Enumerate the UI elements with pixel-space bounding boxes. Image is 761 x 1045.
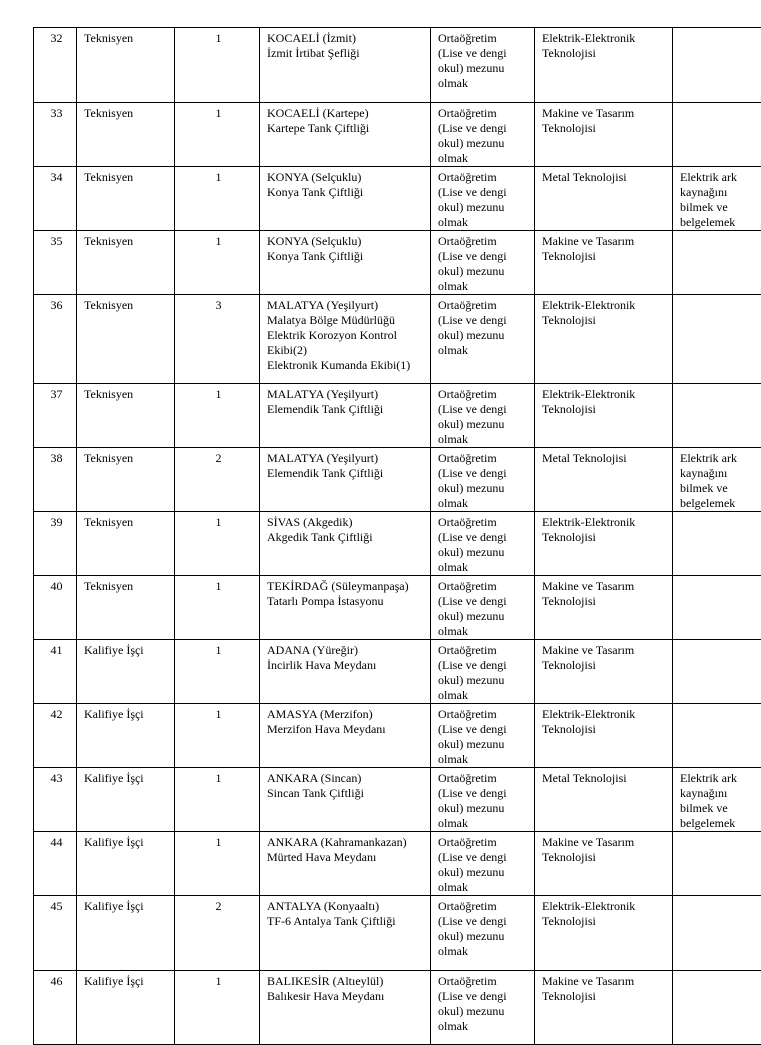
quantity-cell: [175, 704, 260, 768]
row-number-cell: [34, 448, 77, 512]
cell-line: Teknolojisi: [542, 530, 668, 545]
location-cell: [260, 640, 431, 704]
table-row: [34, 768, 761, 832]
department-cell: [535, 295, 673, 384]
cell-line: (Lise ve dengi: [438, 850, 530, 865]
cell-line: olmak: [438, 880, 530, 895]
cell-line: MALATYA (Yeşilyurt): [267, 298, 426, 313]
cell-text: Kalifiye İşçi: [84, 771, 144, 785]
table-row: [34, 384, 761, 448]
cell-line: okul) mezunu: [438, 929, 530, 944]
position-title-cell: [77, 576, 175, 640]
quantity-cell: [175, 384, 260, 448]
table-row: [34, 971, 761, 1045]
location-cell: [260, 167, 431, 231]
education-cell: [431, 28, 535, 103]
cell-line: olmak: [438, 279, 530, 294]
cell-line: Ortaöğretim: [438, 451, 530, 466]
cell-line: Makine ve Tasarım: [542, 106, 668, 121]
quantity-cell: [175, 832, 260, 896]
position-title-cell: [77, 896, 175, 971]
row-number-cell: [34, 704, 77, 768]
cell-line: Makine ve Tasarım: [542, 974, 668, 989]
cell-line: Ortaöğretim: [438, 643, 530, 658]
cell-line: bilmek ve: [680, 801, 761, 816]
position-title-cell: [77, 640, 175, 704]
row-number-cell: [34, 832, 77, 896]
cell-text: Teknisyen: [84, 579, 133, 593]
cell-text: 32: [51, 31, 63, 45]
cell-text: 1: [216, 643, 222, 657]
cell-line: olmak: [438, 151, 530, 166]
cell-line: Elemendik Tank Çiftliği: [267, 402, 426, 417]
position-title-cell: [77, 832, 175, 896]
cell-line: okul) mezunu: [438, 136, 530, 151]
cell-text: Kalifiye İşçi: [84, 707, 144, 721]
other-requirements-cell: [673, 832, 761, 896]
location-cell: [260, 231, 431, 295]
cell-line: SİVAS (Akgedik): [267, 515, 426, 530]
cell-line: Metal Teknolojisi: [542, 170, 668, 185]
table-row: [34, 896, 761, 971]
department-cell: [535, 832, 673, 896]
location-cell: [260, 28, 431, 103]
cell-line: Konya Tank Çiftliği: [267, 185, 426, 200]
other-requirements-cell: [673, 448, 761, 512]
cell-line: Konya Tank Çiftliği: [267, 249, 426, 264]
cell-line: okul) mezunu: [438, 673, 530, 688]
cell-line: (Lise ve dengi: [438, 594, 530, 609]
cell-text: Kalifiye İşçi: [84, 835, 144, 849]
cell-line: Akgedik Tank Çiftliği: [267, 530, 426, 545]
cell-text: 39: [51, 515, 63, 529]
education-cell: [431, 768, 535, 832]
cell-line: Teknolojisi: [542, 658, 668, 673]
other-requirements-cell: [673, 103, 761, 167]
cell-text: 1: [216, 31, 222, 45]
cell-line: Teknolojisi: [542, 46, 668, 61]
cell-text: 36: [51, 298, 63, 312]
cell-text: Teknisyen: [84, 298, 133, 312]
education-cell: [431, 832, 535, 896]
cell-line: olmak: [438, 496, 530, 511]
position-title-cell: [77, 295, 175, 384]
other-requirements-cell: [673, 576, 761, 640]
cell-text: Teknisyen: [84, 451, 133, 465]
cell-line: okul) mezunu: [438, 328, 530, 343]
cell-text: 46: [51, 974, 63, 988]
department-cell: [535, 448, 673, 512]
cell-text: Teknisyen: [84, 106, 133, 120]
cell-text: 41: [51, 643, 63, 657]
other-requirements-cell: [673, 704, 761, 768]
position-title-cell: [77, 768, 175, 832]
location-cell: [260, 832, 431, 896]
cell-line: olmak: [438, 816, 530, 831]
other-requirements-cell: [673, 231, 761, 295]
cell-line: olmak: [438, 76, 530, 91]
cell-line: Ortaöğretim: [438, 31, 530, 46]
row-number-cell: [34, 295, 77, 384]
cell-line: Teknolojisi: [542, 850, 668, 865]
other-requirements-cell: [673, 28, 761, 103]
position-title-cell: [77, 231, 175, 295]
cell-line: Makine ve Tasarım: [542, 835, 668, 850]
cell-line: kaynağını: [680, 185, 761, 200]
cell-text: 44: [51, 835, 63, 849]
cell-line: okul) mezunu: [438, 481, 530, 496]
cell-text: 1: [216, 106, 222, 120]
quantity-cell: [175, 28, 260, 103]
department-cell: [535, 512, 673, 576]
cell-line: okul) mezunu: [438, 200, 530, 215]
quantity-cell: [175, 103, 260, 167]
cell-line: okul) mezunu: [438, 1004, 530, 1019]
cell-line: belgelemek: [680, 215, 761, 230]
cell-text: Teknisyen: [84, 31, 133, 45]
cell-line: ANKARA (Kahramankazan): [267, 835, 426, 850]
row-number-cell: [34, 896, 77, 971]
row-number-cell: [34, 576, 77, 640]
location-cell: [260, 704, 431, 768]
table-row: [34, 167, 761, 231]
cell-line: Elektrik-Elektronik: [542, 298, 668, 313]
cell-line: (Lise ve dengi: [438, 249, 530, 264]
quantity-cell: [175, 971, 260, 1045]
cell-line: olmak: [438, 1019, 530, 1034]
cell-text: 35: [51, 234, 63, 248]
education-cell: [431, 103, 535, 167]
department-cell: [535, 704, 673, 768]
cell-line: Ortaöğretim: [438, 835, 530, 850]
cell-line: KOCAELİ (Kartepe): [267, 106, 426, 121]
cell-line: Tatarlı Pompa İstasyonu: [267, 594, 426, 609]
cell-line: Teknolojisi: [542, 989, 668, 1004]
cell-line: belgelemek: [680, 816, 761, 831]
cell-line: ADANA (Yüreğir): [267, 643, 426, 658]
cell-line: KONYA (Selçuklu): [267, 234, 426, 249]
table-row: [34, 640, 761, 704]
department-cell: [535, 576, 673, 640]
cell-text: Kalifiye İşçi: [84, 899, 144, 913]
department-cell: [535, 640, 673, 704]
cell-line: bilmek ve: [680, 481, 761, 496]
cell-line: Makine ve Tasarım: [542, 234, 668, 249]
education-cell: [431, 512, 535, 576]
cell-text: Teknisyen: [84, 387, 133, 401]
location-cell: [260, 512, 431, 576]
cell-text: 43: [51, 771, 63, 785]
education-cell: [431, 896, 535, 971]
cell-text: 1: [216, 234, 222, 248]
education-cell: [431, 971, 535, 1045]
location-cell: [260, 576, 431, 640]
job-listing-table: [33, 27, 761, 1045]
position-title-cell: [77, 971, 175, 1045]
cell-line: okul) mezunu: [438, 865, 530, 880]
cell-line: MALATYA (Yeşilyurt): [267, 451, 426, 466]
cell-line: okul) mezunu: [438, 264, 530, 279]
cell-line: Ortaöğretim: [438, 298, 530, 313]
department-cell: [535, 768, 673, 832]
cell-line: okul) mezunu: [438, 609, 530, 624]
cell-line: (Lise ve dengi: [438, 722, 530, 737]
cell-line: okul) mezunu: [438, 61, 530, 76]
cell-text: 42: [51, 707, 63, 721]
row-number-cell: [34, 28, 77, 103]
cell-line: olmak: [438, 688, 530, 703]
cell-line: kaynağını: [680, 466, 761, 481]
row-number-cell: [34, 971, 77, 1045]
cell-line: Ortaöğretim: [438, 771, 530, 786]
cell-text: 1: [216, 974, 222, 988]
cell-line: (Lise ve dengi: [438, 185, 530, 200]
other-requirements-cell: [673, 295, 761, 384]
cell-text: 1: [216, 515, 222, 529]
cell-line: Makine ve Tasarım: [542, 643, 668, 658]
row-number-cell: [34, 512, 77, 576]
cell-line: bilmek ve: [680, 200, 761, 215]
other-requirements-cell: [673, 384, 761, 448]
cell-text: 34: [51, 170, 63, 184]
cell-text: 1: [216, 170, 222, 184]
cell-line: belgelemek: [680, 496, 761, 511]
table-row: [34, 704, 761, 768]
cell-line: okul) mezunu: [438, 545, 530, 560]
cell-text: 3: [216, 298, 222, 312]
position-title-cell: [77, 28, 175, 103]
cell-line: KONYA (Selçuklu): [267, 170, 426, 185]
cell-line: Ortaöğretim: [438, 170, 530, 185]
table-row: [34, 28, 761, 103]
cell-line: Teknolojisi: [542, 121, 668, 136]
department-cell: [535, 896, 673, 971]
quantity-cell: [175, 295, 260, 384]
cell-line: olmak: [438, 944, 530, 959]
cell-line: ANKARA (Sincan): [267, 771, 426, 786]
cell-text: Teknisyen: [84, 170, 133, 184]
cell-line: okul) mezunu: [438, 737, 530, 752]
quantity-cell: [175, 896, 260, 971]
cell-line: Elektronik Kumanda Ekibi(1): [267, 358, 426, 373]
cell-line: (Lise ve dengi: [438, 121, 530, 136]
cell-line: olmak: [438, 752, 530, 767]
cell-line: okul) mezunu: [438, 801, 530, 816]
quantity-cell: [175, 231, 260, 295]
cell-line: kaynağını: [680, 786, 761, 801]
other-requirements-cell: [673, 640, 761, 704]
cell-line: Ortaöğretim: [438, 515, 530, 530]
quantity-cell: [175, 512, 260, 576]
row-number-cell: [34, 231, 77, 295]
other-requirements-cell: [673, 167, 761, 231]
location-cell: [260, 384, 431, 448]
table-row: [34, 512, 761, 576]
cell-line: Elektrik ark: [680, 451, 761, 466]
cell-line: TF-6 Antalya Tank Çiftliği: [267, 914, 426, 929]
cell-line: Kartepe Tank Çiftliği: [267, 121, 426, 136]
department-cell: [535, 28, 673, 103]
department-cell: [535, 231, 673, 295]
cell-line: Ortaöğretim: [438, 234, 530, 249]
education-cell: [431, 167, 535, 231]
location-cell: [260, 295, 431, 384]
cell-line: Makine ve Tasarım: [542, 579, 668, 594]
table-row: [34, 231, 761, 295]
cell-line: Teknolojisi: [542, 313, 668, 328]
cell-text: Teknisyen: [84, 515, 133, 529]
cell-text: 1: [216, 771, 222, 785]
cell-text: 38: [51, 451, 63, 465]
cell-line: Ortaöğretim: [438, 387, 530, 402]
cell-line: Merzifon Hava Meydanı: [267, 722, 426, 737]
cell-line: (Lise ve dengi: [438, 658, 530, 673]
cell-line: (Lise ve dengi: [438, 466, 530, 481]
cell-text: 1: [216, 835, 222, 849]
cell-text: 37: [51, 387, 63, 401]
cell-line: (Lise ve dengi: [438, 914, 530, 929]
cell-line: Teknolojisi: [542, 722, 668, 737]
cell-line: (Lise ve dengi: [438, 786, 530, 801]
cell-line: okul) mezunu: [438, 417, 530, 432]
other-requirements-cell: [673, 768, 761, 832]
cell-line: olmak: [438, 432, 530, 447]
cell-line: Malatya Bölge Müdürlüğü: [267, 313, 426, 328]
cell-line: (Lise ve dengi: [438, 313, 530, 328]
education-cell: [431, 231, 535, 295]
table-row: [34, 832, 761, 896]
other-requirements-cell: [673, 971, 761, 1045]
cell-line: Ortaöğretim: [438, 106, 530, 121]
row-number-cell: [34, 167, 77, 231]
education-cell: [431, 640, 535, 704]
cell-text: 40: [51, 579, 63, 593]
cell-line: KOCAELİ (İzmit): [267, 31, 426, 46]
table-row: [34, 448, 761, 512]
cell-line: (Lise ve dengi: [438, 402, 530, 417]
row-number-cell: [34, 768, 77, 832]
education-cell: [431, 576, 535, 640]
cell-line: Metal Teknolojisi: [542, 451, 668, 466]
cell-text: 1: [216, 579, 222, 593]
row-number-cell: [34, 384, 77, 448]
quantity-cell: [175, 768, 260, 832]
cell-line: Ekibi(2): [267, 343, 426, 358]
cell-line: olmak: [438, 215, 530, 230]
position-title-cell: [77, 512, 175, 576]
quantity-cell: [175, 448, 260, 512]
other-requirements-cell: [673, 512, 761, 576]
cell-line: Elektrik-Elektronik: [542, 707, 668, 722]
cell-line: Elemendik Tank Çiftliği: [267, 466, 426, 481]
cell-line: Teknolojisi: [542, 402, 668, 417]
department-cell: [535, 971, 673, 1045]
cell-text: Kalifiye İşçi: [84, 643, 144, 657]
position-title-cell: [77, 448, 175, 512]
department-cell: [535, 167, 673, 231]
cell-line: Ortaöğretim: [438, 899, 530, 914]
cell-line: (Lise ve dengi: [438, 530, 530, 545]
cell-text: 1: [216, 387, 222, 401]
cell-line: Balıkesir Hava Meydanı: [267, 989, 426, 1004]
education-cell: [431, 384, 535, 448]
position-title-cell: [77, 704, 175, 768]
cell-line: (Lise ve dengi: [438, 989, 530, 1004]
cell-line: Elektrik ark: [680, 170, 761, 185]
cell-text: 2: [216, 899, 222, 913]
cell-text: Teknisyen: [84, 234, 133, 248]
location-cell: [260, 768, 431, 832]
cell-line: olmak: [438, 624, 530, 639]
cell-text: 1: [216, 707, 222, 721]
position-title-cell: [77, 384, 175, 448]
cell-line: Elektrik ark: [680, 771, 761, 786]
table-row: [34, 103, 761, 167]
cell-line: Ortaöğretim: [438, 974, 530, 989]
location-cell: [260, 448, 431, 512]
department-cell: [535, 103, 673, 167]
cell-line: Sincan Tank Çiftliği: [267, 786, 426, 801]
quantity-cell: [175, 640, 260, 704]
cell-line: Teknolojisi: [542, 914, 668, 929]
department-cell: [535, 384, 673, 448]
cell-line: Elektrik-Elektronik: [542, 515, 668, 530]
cell-line: Mürted Hava Meydanı: [267, 850, 426, 865]
cell-line: ANTALYA (Konyaaltı): [267, 899, 426, 914]
cell-line: Elektrik Korozyon Kontrol: [267, 328, 426, 343]
cell-line: Ortaöğretim: [438, 579, 530, 594]
other-requirements-cell: [673, 896, 761, 971]
cell-line: MALATYA (Yeşilyurt): [267, 387, 426, 402]
table-row: [34, 295, 761, 384]
location-cell: [260, 896, 431, 971]
cell-line: Teknolojisi: [542, 249, 668, 264]
cell-line: Elektrik-Elektronik: [542, 899, 668, 914]
cell-line: olmak: [438, 560, 530, 575]
cell-line: İncirlik Hava Meydanı: [267, 658, 426, 673]
cell-line: Elektrik-Elektronik: [542, 387, 668, 402]
table-row: [34, 576, 761, 640]
cell-line: TEKİRDAĞ (Süleymanpaşa): [267, 579, 426, 594]
position-title-cell: [77, 103, 175, 167]
cell-line: olmak: [438, 343, 530, 358]
education-cell: [431, 448, 535, 512]
location-cell: [260, 103, 431, 167]
cell-line: İzmit İrtibat Şefliği: [267, 46, 426, 61]
position-title-cell: [77, 167, 175, 231]
education-cell: [431, 295, 535, 384]
quantity-cell: [175, 576, 260, 640]
cell-line: Metal Teknolojisi: [542, 771, 668, 786]
location-cell: [260, 971, 431, 1045]
row-number-cell: [34, 640, 77, 704]
quantity-cell: [175, 167, 260, 231]
cell-text: 2: [216, 451, 222, 465]
cell-line: (Lise ve dengi: [438, 46, 530, 61]
cell-text: 33: [51, 106, 63, 120]
row-number-cell: [34, 103, 77, 167]
cell-line: Teknolojisi: [542, 594, 668, 609]
education-cell: [431, 704, 535, 768]
cell-text: Kalifiye İşçi: [84, 974, 144, 988]
table-body: [34, 28, 761, 1045]
cell-line: Elektrik-Elektronik: [542, 31, 668, 46]
cell-line: AMASYA (Merzifon): [267, 707, 426, 722]
cell-text: 45: [51, 899, 63, 913]
cell-line: BALIKESİR (Altıeylül): [267, 974, 426, 989]
cell-line: Ortaöğretim: [438, 707, 530, 722]
